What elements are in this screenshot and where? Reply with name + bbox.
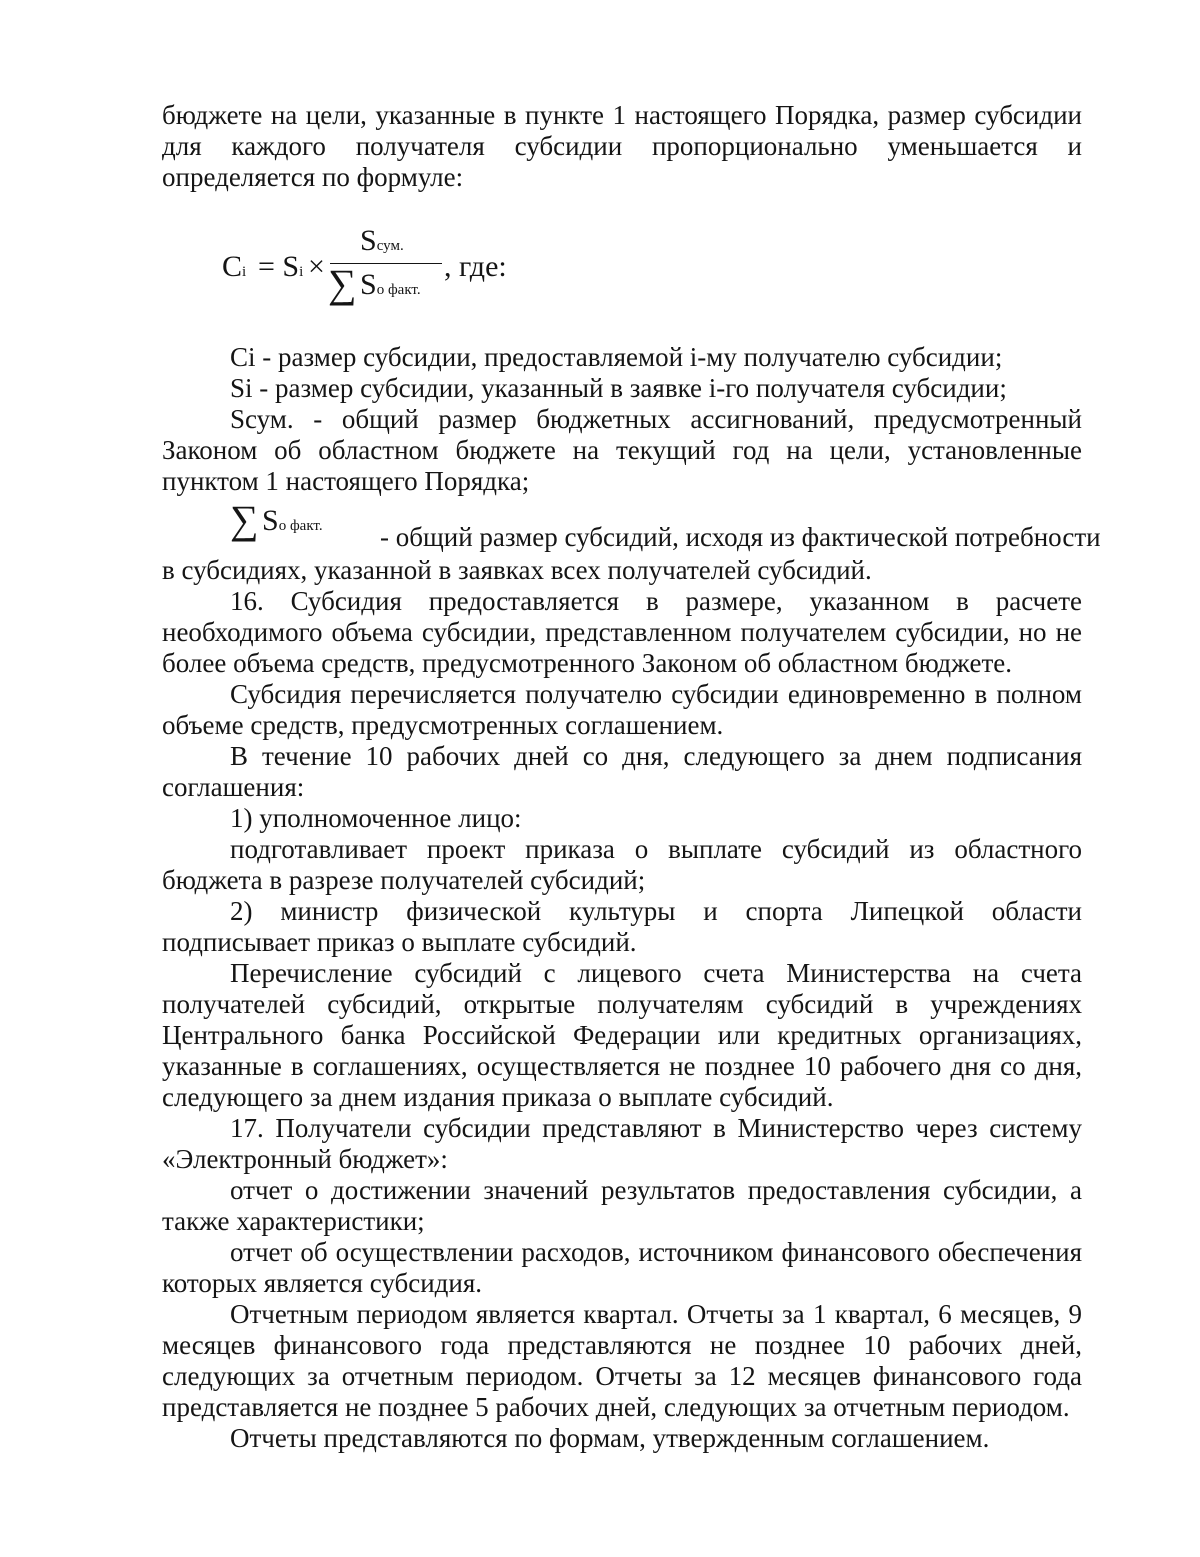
sum-def-text: - общий размер субсидий, исходя из фактической потребности: [380, 522, 1101, 552]
def-si: Si - размер субсидии, указанный в заявке i-го получателя субсидии;: [230, 373, 1007, 403]
sum-icon: ∑: [328, 261, 357, 306]
item-1: 1) уполномоченное лицо:: [230, 803, 522, 833]
sum-def-continuation: в субсидиях, указанной в заявках всех получателей субсидий.: [162, 555, 872, 585]
formula-times: ×: [308, 250, 325, 283]
def-ssum: Sсум. - общий размер бюджетных ассигнований, предусмотренный Законом об областном бюджете на текущий год на цели, установленные пунктом 1 настоящего Порядка;: [162, 404, 1082, 496]
definitions-block: [162, 342, 1082, 497]
main-body: [162, 555, 1082, 1454]
def-ci: Ci - размер субсидии, предоставляемой i-му получателю субсидии;: [230, 342, 1003, 372]
intro-text: бюджете на цели, указанные в пункте 1 настоящего Порядка, размер субсидии для каждого получателя субсидии пропорционально уменьшается и определяется по формуле:: [162, 100, 1082, 192]
subsidy-formula: [222, 222, 642, 312]
paragraph-17: 17. Получатели субсидии представляют в Министерство через систему «Электронный бюджет»:: [162, 1113, 1082, 1174]
paragraph-16: 16. Субсидия предоставляется в размере, указанном в расчете необходимого объема субсидии, представленном получателем субсидии, но не более объема средств, предусмотренного Законом об областном бюджете.: [162, 586, 1082, 678]
item-2: 2) министр физической культуры и спорта Липецкой области подписывает приказ о выплате субсидий.: [162, 896, 1082, 957]
sum-def-symbol: Sо факт.: [262, 504, 323, 537]
paragraph-transfer: Субсидия перечисляется получателю субсидии единовременно в полном объеме средств, предусмотренных соглашением.: [162, 679, 1082, 740]
formula-lhs: Ci: [222, 250, 247, 283]
formula-si: = Si: [258, 250, 304, 283]
formula-tail: , где:: [444, 250, 507, 283]
paragraph-accounts: Перечисление субсидий с лицевого счета Министерства на счета получателей субсидий, открытые получателям субсидий в учреждениях Центрального банка Российской Федерации или кредитных организациях, указанные в соглашениях, осуществляется не позднее 10 рабочего дня со дня, следующего за днем издания приказа о выплате субсидий.: [162, 958, 1082, 1112]
formula-numerator: Sсум.: [360, 224, 404, 257]
report-expenses: отчет об осуществлении расходов, источником финансового обеспечения которых является субсидия.: [162, 1237, 1082, 1298]
sum-icon: ∑: [230, 497, 259, 542]
report-forms: Отчеты представляются по формам, утвержденным соглашением.: [230, 1423, 990, 1453]
intro-paragraph: [162, 100, 1082, 193]
formula-denominator: Sо факт.: [360, 268, 421, 301]
sum-definition-row: [230, 497, 1101, 552]
paragraph-term: В течение 10 рабочих дней со дня, следующего за днем подписания соглашения:: [162, 741, 1082, 802]
item-1-text: подготавливает проект приказа о выплате субсидий из областного бюджета в разрезе получателей субсидий;: [162, 834, 1082, 895]
reporting-period: Отчетным периодом является квартал. Отчеты за 1 квартал, 6 месяцев, 9 месяцев финансового года представляются не позднее 10 рабочих дней, следующих за отчетным периодом. Отчеты за 12 месяцев финансового года представляется не позднее 5 рабочих дней, следующих за отчетным периодом.: [162, 1299, 1082, 1422]
report-results: отчет о достижении значений результатов предоставления субсидии, а также характеристики;: [162, 1175, 1082, 1236]
